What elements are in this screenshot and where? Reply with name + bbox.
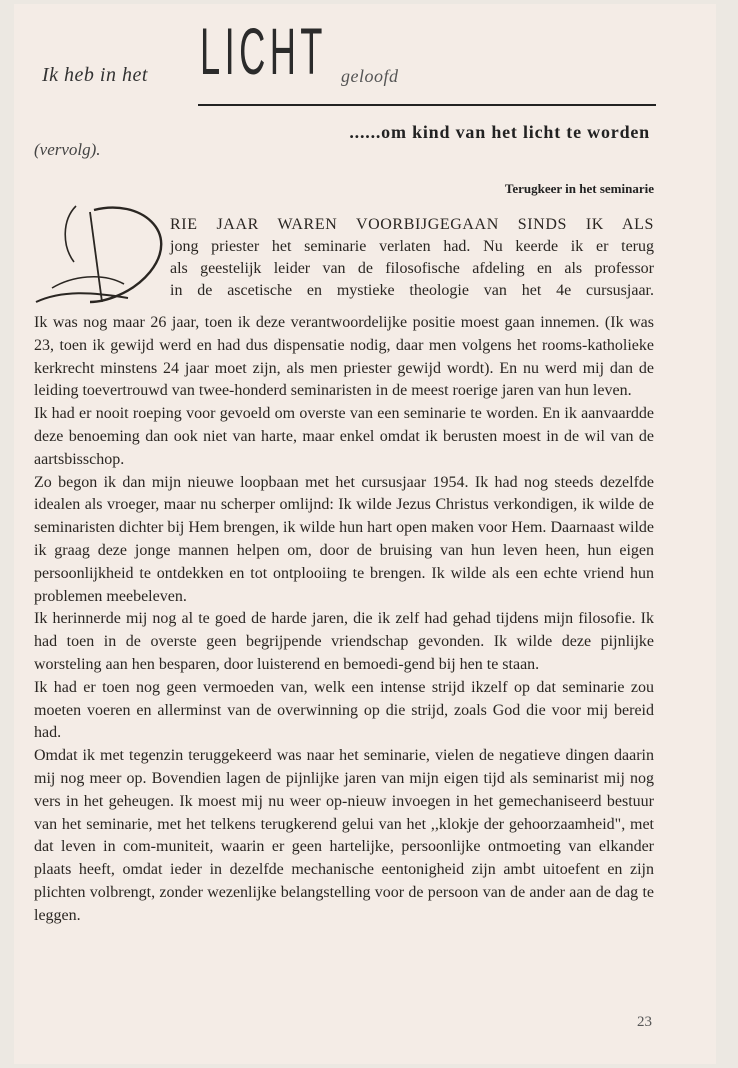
paragraph: Ik had er nooit roeping voor gevoeld om overste van een seminarie te worden. En ik aanvaardde deze benoeming dan ook niet van harte, maar enkel omdat ik berusten moest in de wil van de aartsbisschop. [34,405,654,468]
body-text [34,312,654,928]
paragraph: Ik had er toen nog geen vermoeden van, welk een intense strijd ikzelf op dat seminarie zou moeten voeren en allerminst van de overwinning op die strijd, zoals God die voor mij bereid had. [34,678,654,742]
dropcap-d-icon [32,202,182,308]
paragraph: Ik was nog maar 26 jaar, toen ik deze verantwoordelijke positie moest gaan innemen. (Ik was 23, toen ik gewijd werd en had dus dispensatie nodig, daar men volgens het rooms-katholieke kerkrecht minstens 24 jaar moet zijn, als men priester gewijd wordt). En nu werd mij dan de leiding toevertrouwd van twee-honderd seminaristen in de meest roerige jaren van hun leven. [34,314,654,400]
page-number: 23 [637,1014,652,1030]
book-page [14,4,716,1064]
paragraph: Zo begon ik dan mijn nieuwe loopbaan met het cursusjaar 1954. Ik had nog steeds dezelfde idealen als vroeger, maar nu scherper omlijnd: Ik wilde Jezus Christus verkondigen, ik wilde de seminaristen dichter bij Hem brengen, ik wilde hun hart open maken voor Hem. Daarnaast wilde ik graag deze jonge mannen helpen om, door de bruising van hun leven heen, hun eigen persoonlijkheid te ontdekken en tot ontplooiing te brengen. Ik wilde als een echte vriend hun problemen meebeleven. [34,473,654,605]
paragraph: Omdat ik met tegenzin teruggekeerd was naar het seminarie, vielen de negatieve dingen daarin mij nog meer op. Bovendien lagen de pijnlijke jaren van mijn eigen tijd als seminarist mij nog vers in het geheugen. Ik moest mij nu weer op-nieuw invoegen in het gemechaniseerd bestuur van het seminarie, met het telkens terugkerend gelui van het ,,klokje der gehoorzaamheid", met dat leven in com-muniteit, waarin er geen hartelijke, persoonlijke ontmoeting van elkander plaats heeft, omdat ieder in dezelfde mechanische eentonigheid zijn ambt uitoefent en zijn plichten volbrengt, zonder wezenlijke belangstelling voor de persoon van de ander aan de dag te leggen. [34,747,654,924]
header-licht-title: LICHT [200,14,327,88]
opening-line: als geestelijk leider van de filosofische afdeling en als professor [170,260,654,277]
opening-lines [170,214,654,302]
paragraph: Ik herinnerde mij nog al te goed de harde jaren, die ik zelf had gehad tijdens mijn filosofie. Ik had toen in de overste geen begrijpende vriendschap gevonden. Ik wilde deze pijnlijke worsteling aan hen besparen, door luisterend en bemoedi-gend bij hen te staan. [34,610,654,673]
section-title: Terugkeer in het seminarie [504,181,654,196]
opening-line: jong priester het seminarie verlaten had. Nu keerde ik er terug [170,238,654,255]
chapter-subtitle: ......om kind van het licht te worden [349,122,650,142]
opening-line: in de ascetische en mystieke theologie van het 4e cursusjaar. [170,282,654,299]
continued-note: (vervolg). [34,140,101,159]
header-left-text: Ik heb in het [42,64,148,86]
header-right-text: geloofd [341,66,399,86]
header-rule [198,104,656,106]
opening-line: RIE JAAR WAREN VOORBIJGEGAAN SINDS IK ALS [170,216,654,233]
